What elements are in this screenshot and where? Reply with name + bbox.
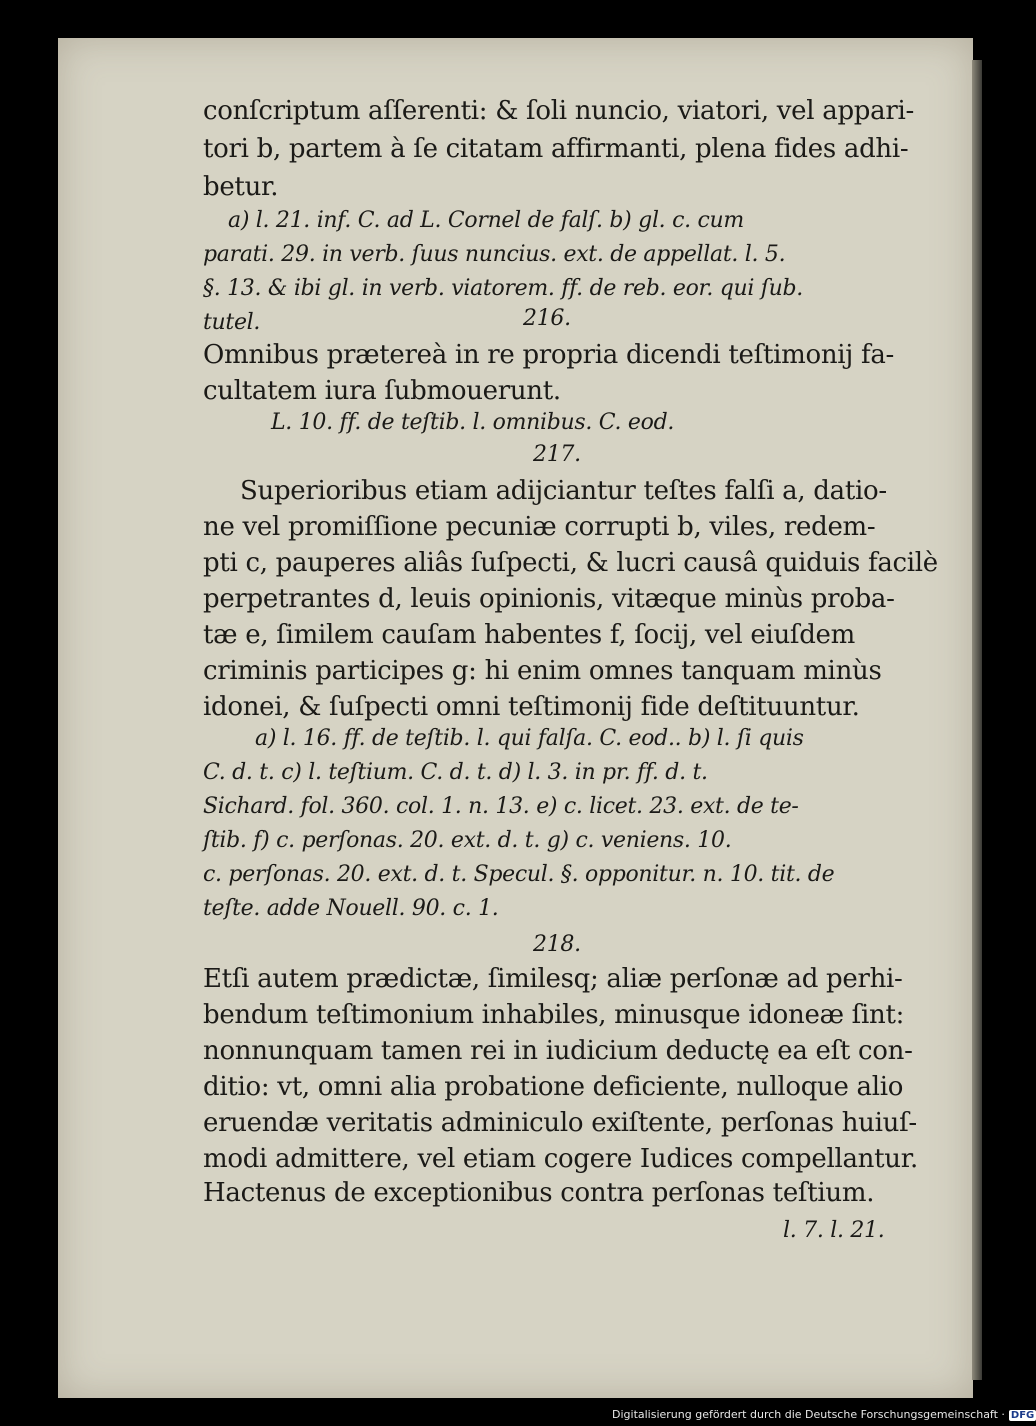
text-line: Omnibus prætereà in re propria dicendi teſtimonij fa- xyxy=(203,340,895,370)
text-line: pti c, pauperes aliâs ſuſpecti, & lucri causâ quiduis facilè xyxy=(203,548,938,578)
text-line: Etſi autem prædictæ, ſimilesq; aliæ perſonæ ad perhi- xyxy=(203,964,903,994)
section-number: 216. xyxy=(523,306,571,331)
text-line: betur. xyxy=(203,172,279,202)
text-line: bendum teſtimonium inhabiles, minusque idoneæ ſint: xyxy=(203,1000,905,1030)
footnote-line: tutel. xyxy=(203,310,261,335)
text-line: tori b, partem à ſe citatam affirmanti, plena fides adhi- xyxy=(203,134,909,164)
text-line: eruendæ veritatis adminiculo exiſtente, perſonas huiuſ- xyxy=(203,1108,917,1138)
text-line: tæ e, ſimilem cauſam habentes f, ſocij, vel eiuſdem xyxy=(203,620,855,650)
footnote-line: ſtib. f) c. perſonas. 20. ext. d. t. g) c. veniens. 10. xyxy=(203,828,732,853)
dfg-logo-icon: DFG xyxy=(1010,1410,1035,1421)
footnote-line: C. d. t. c) l. teſtium. C. d. t. d) l. 3. in pr. ff. d. t. xyxy=(203,760,708,785)
section-number: 217. xyxy=(533,442,581,467)
page-edge xyxy=(972,60,982,1380)
footnote-line: teſte. adde Nouell. 90. c. 1. xyxy=(203,896,499,921)
text-line: modi admittere, vel etiam cogere Iudices compellantur. xyxy=(203,1144,918,1174)
catchword: l. 7. l. 21. xyxy=(783,1218,885,1243)
text-line: perpetrantes d, leuis opinionis, vitæque minùs proba- xyxy=(203,584,895,614)
text-line: ditio: vt, omni alia probatione deficiente, nulloque alio xyxy=(203,1072,904,1102)
text-line: cultatem iura ſubmouerunt. xyxy=(203,376,561,406)
footer-text: Digitalisierung gefördert durch die Deutsche Forschungsgemeinschaft · xyxy=(612,1408,1005,1421)
digitization-footer xyxy=(612,1408,1036,1421)
footnote-line: a) l. 21. inf. C. ad L. Cornel de falſ. b) gl. c. cum xyxy=(228,208,744,233)
text-line: conſcriptum aſſerenti: & ſoli nuncio, viatori, vel appari- xyxy=(203,96,914,126)
section-number: 218. xyxy=(533,932,581,957)
footnote-line: a) l. 16. ff. de teſtib. l. qui falſa. C. eod.. b) l. ſi quis xyxy=(255,726,804,751)
text-line: Hactenus de exceptionibus contra perſonas teſtium. xyxy=(203,1178,875,1208)
text-line: Superioribus etiam adijciantur teſtes falſi a, datio- xyxy=(240,476,887,506)
footnote-line: L. 10. ff. de teſtib. l. omnibus. C. eod. xyxy=(271,410,675,435)
footnote-line: Sichard. fol. 360. col. 1. n. 13. e) c. licet. 23. ext. de te- xyxy=(203,794,799,819)
footnote-line: parati. 29. in verb. ſuus nuncius. ext. de appellat. l. 5. xyxy=(203,242,786,267)
text-line: criminis participes g: hi enim omnes tanquam minùs xyxy=(203,656,882,686)
text-line: nonnunquam tamen rei in iudicium deductę ea eſt con- xyxy=(203,1036,913,1066)
text-line: ne vel promiſſione pecuniæ corrupti b, viles, redem- xyxy=(203,512,876,542)
footnote-line: §. 13. & ibi gl. in verb. viatorem. ff. de reb. eor. qui ſub. xyxy=(203,276,803,301)
footnote-line: c. perſonas. 20. ext. d. t. Specul. §. opponitur. n. 10. tit. de xyxy=(203,862,835,887)
text-line: idonei, & ſuſpecti omni teſtimonij fide deſtituuntur. xyxy=(203,692,860,722)
